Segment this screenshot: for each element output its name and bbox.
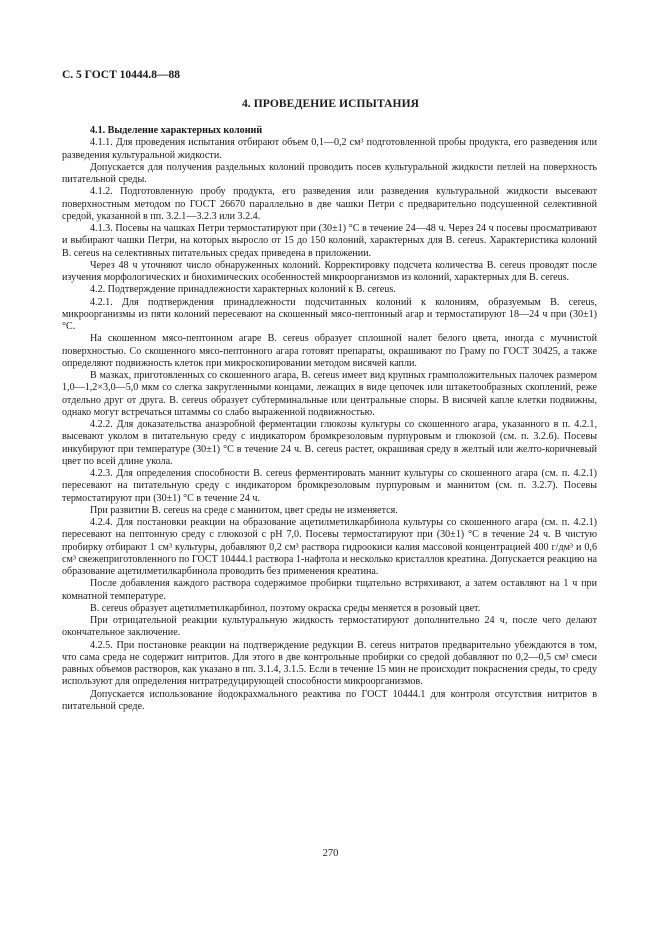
paragraph: 4.2.4. Для постановки реакции на образование ацетилметилкарбинола культуры со скошенного агара (см. п. 4.2.1) пересевают на пептонную среду с глюкозой с pH 7,0. Посевы термостатируют при (30±1) °С в течение 24 ч. В чистую пробирку отбирают 1 см³ культуры, добавляют 0,2 см³ раствора гидроокиси калия массовой концентрацией 400 г/дм³ и 0,6 см³ свежеприготовленного по ГОСТ 10444.1 раствора 1-нафтола и несколько кристаллов креатина. Допускается реакцию на образование ацетилметилкарбинола проводить без применения креатина. bbox=[62, 517, 597, 577]
body-text bbox=[62, 125, 597, 713]
paragraph: 4.1.3. Посевы на чашках Петри термостатируют при (30±1) °С в течение 24—48 ч. Через 24 ч посевы просматривают и выбирают чашки Петри, на которых выросло от 15 до 150 колоний, характерных для B. cereus. Характеристика колоний B. cereus на селективных питательных средах приведена в приложении. bbox=[62, 223, 597, 259]
paragraph: При развитии B. cereus на среде с маннитом, цвет среды не изменяется. bbox=[90, 504, 398, 516]
subheading: 4.1. Выделение характерных колоний bbox=[90, 125, 263, 136]
paragraph: 4.1.1. Для проведения испытания отбирают объем 0,1—0,2 см³ подготовленной пробы продукта, его разведения или разведения культуральной жидкости. bbox=[62, 137, 597, 161]
paragraph: 4.2.2. Для доказательства анаэробной ферментации глюкозы культуры со скошенного агара, указанного в п. 4.2.1, высевают уколом в питательную среду с индикатором бромкрезоловым пурпуровым и глюкозой (см. п. 3.2.6). Посевы инкубируют при температуре (30±1) °С в течение 24 ч. B. cereus растет, окрашивая среду в желтый или желто-коричневый цвет по всей длине укола. bbox=[62, 419, 597, 467]
paragraph: Через 48 ч уточняют число обнаруженных колоний. Корректировку подсчета количества B. cereus проводят после изучения морфологических и биохимических особенностей микроорганизмов из колоний, характерных для B. cereus. bbox=[62, 259, 597, 283]
paragraph: В мазках, приготовленных со скошенного агара, B. cereus имеет вид крупных грамположительных палочек размером 1,0—1,2×3,0—5,0 мкм со слегка закругленными концами, лежащих в виде цепочек или штакетообразных скоплений, реже отдельно друг от друга. B. cereus образует субтерминальные или центральные споры. В висячей капле клетки подвижны, однако могут встречаться штаммы со слабо выраженной подвижностью. bbox=[62, 370, 597, 418]
paragraph: 4.1.2. Подготовленную пробу продукта, его разведения или разведения культуральной жидкости высевают поверхностным методом по ГОСТ 26670 параллельно в две чашки Петри с предварительно подсушенной селективной средой, указанной в пп. 3.2.1—3.2.3 или 3.2.4. bbox=[62, 186, 597, 222]
paragraph: После добавления каждого раствора содержимое пробирки тщательно встряхивают, а затем оставляют на 1 ч при комнатной температуре. bbox=[62, 578, 597, 602]
page-header: С. 5 ГОСТ 10444.8—88 bbox=[62, 69, 181, 81]
paragraph: Допускается для получения раздельных колоний проводить посев культуральной жидкости петлей на поверхность питательной среды. bbox=[62, 161, 597, 185]
paragraph: 4.2.1. Для подтверждения принадлежности подсчитанных колоний к колониям, образуемым B. cereus, микроорганизмы из пяти колоний пересевают на скошенный мясо-пептонный агар и термостатируют 18—24 ч при (30±1) °С. bbox=[62, 296, 597, 332]
paragraph: B. cereus образует ацетилметилкарбинол, поэтому окраска среды меняется в розовый цвет. bbox=[90, 602, 481, 614]
paragraph: 4.2. Подтверждение принадлежности характерных колоний к B. cereus. bbox=[90, 284, 396, 296]
section-title: 4. ПРОВЕДЕНИЕ ИСПЫТАНИЯ bbox=[241, 98, 420, 110]
page-number: 270 bbox=[322, 848, 339, 859]
paragraph: 4.2.3. Для определения способности B. cereus ферментировать маннит культуры со скошенного агара (см. п. 4.2.1) пересевают на питательную среду с индикатором бромкрезоловым пурпуровым и маннитом (см. п. 3.2.7). Посевы термостатируют при (30±1) °С в течение 24 ч. bbox=[62, 468, 597, 504]
paragraph: При отрицательной реакции культуральную жидкость термостатируют дополнительно 24 ч, после чего делают окончательное заключение. bbox=[62, 615, 597, 639]
paragraph: Допускается использование йодокрахмального реактива по ГОСТ 10444.1 для контроля отсутствия нитритов в питательной среде. bbox=[62, 688, 597, 712]
paragraph: На скошенном мясо-пептонном агаре B. cereus образует сплошной налет белого цвета, иногда с мучнистой поверхностью. Со скошенного мясо-пептонного агара готовят препараты, окрашивают по Граму по ГОСТ 30425, а также определяют подвижность клеток при микроскопировании методом висячей капли. bbox=[62, 333, 597, 369]
paragraph: 4.2.5. При постановке реакции на подтверждение редукции B. cereus нитратов предварительно убеждаются в том, что сама среда не содержит нитритов. Для этого в две контрольные пробирки со средой добавляют по 0,2—0,5 см³ смеси равных объемов растворов, как указано в пп. 3.1.4, 3.1.5. Если в течение 15 мин не происходит покраснения среды, то среду используют для определения нитратредуцирующей способности микроорганизмов. bbox=[62, 639, 597, 688]
